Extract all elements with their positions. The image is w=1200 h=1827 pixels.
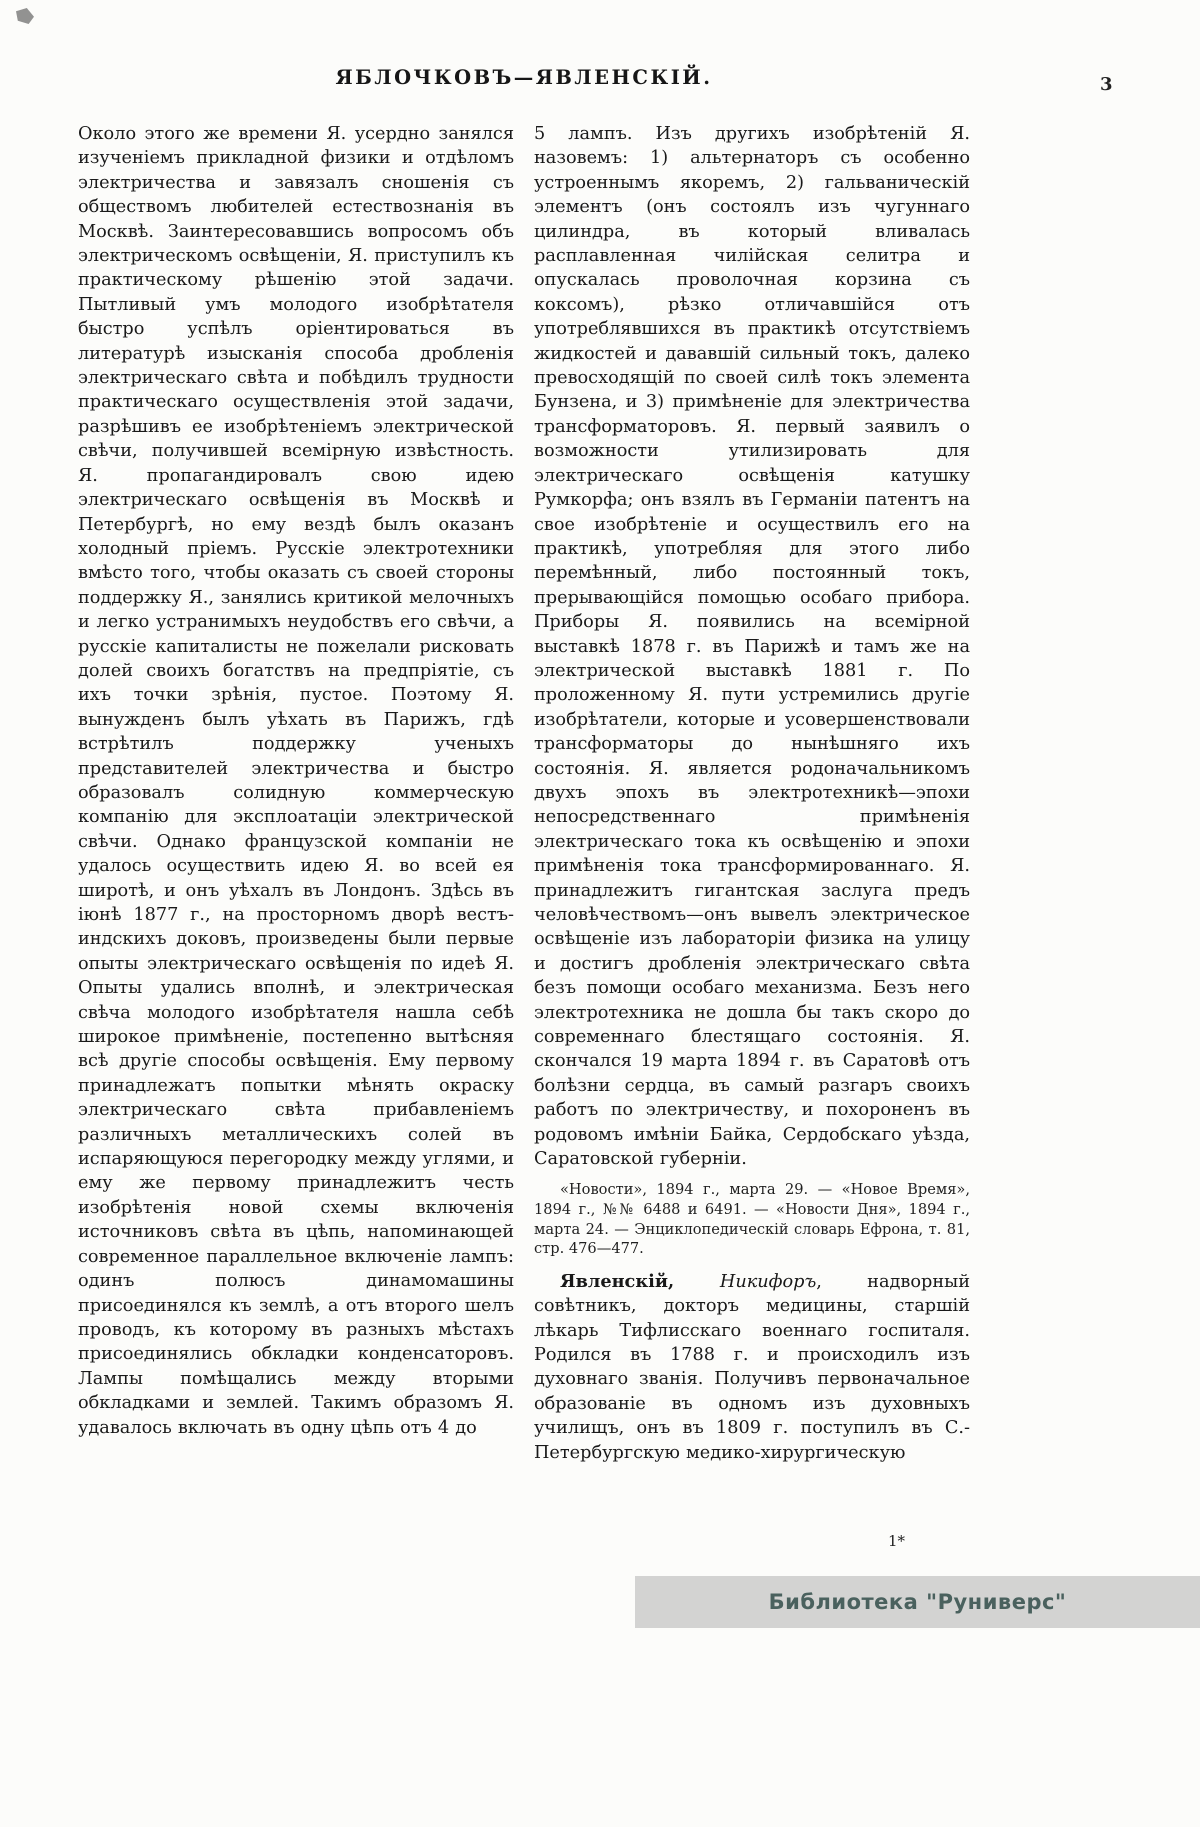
page-content (78, 66, 970, 1465)
article-yablochkov-continuation: Около этого же времени Я. усердно занялся изученіемъ прикладной физики и отдѣломъ электричества и завязалъ сношенія съ обществомъ любителей естествознанія въ Москвѣ. Заинтересовавшись вопросомъ объ электрическомъ освѣщеніи, Я. приступилъ къ практическому рѣшенію этой задачи. Пытливый умъ молодого изобрѣтателя быстро успѣлъ оріентироваться въ литературѣ изысканія способа дробленія электрическаго свѣта и побѣдилъ трудности практическаго осуществленія этой задачи, разрѣшивъ ее изобрѣтеніемъ электрической свѣчи, получившей всемірную извѣстность. Я. пропагандировалъ свою идею электрическаго освѣщенія въ Москвѣ и Петербургѣ, но ему вездѣ былъ оказанъ холодный пріемъ. Русскіе электротехники вмѣсто того, чтобы оказать съ своей стороны поддержку Я., занялись критикой мелочныхъ и легко устранимыхъ неудобствъ его свѣчи, а русскіе капиталисты не пожелали рисковать долей своихъ богатствъ на предпріятіе, съ ихъ точки зрѣнія, пустое. Поэтому Я. вынужденъ былъ уѣхать въ Парижъ, гдѣ встрѣтилъ поддержку ученыхъ представителей электричества и быстро образовалъ солидную коммерческую компанію для эксплоатаціи электрической свѣчи. Однако французской компаніи не удалось осуществить идею Я. во всей ея широтѣ, и онъ уѣхалъ въ Лондонъ. Здѣсь въ іюнѣ 1877 г., на просторномъ дворѣ вестъ-индскихъ доковъ, произведены были первые опыты электрическаго освѣщенія по идеѣ Я. Опыты удались вполнѣ, и электрическая свѣча молодого изобрѣтателя нашла себѣ широкое примѣненіе, постепенно вытѣсняя всѣ другіе способы освѣщенія. Ему первому принадлежатъ попытки мѣнять окраску электрическаго свѣта прибавленіемъ различныхъ металлическихъ солей въ испаряющуюся перегородку между углями, и ему же первому принадлежитъ честь изобрѣтенія новой схемы включенія источниковъ свѣта въ цѣпь, напоминающей современное параллельное включеніе лампъ: одинъ полюсъ динамомашины присоединялся къ землѣ, а отъ второго шелъ проводъ, къ которому въ разныхъ мѣстахъ присоединялись обкладки конденсаторовъ. Лампы помѣщались между вторыми обкладками и землей. Такимъ образомъ Я. удавалось включать въ одну цѣпь отъ 4 до (78, 124, 514, 1438)
article-yavlensky (534, 1270, 970, 1465)
library-watermark-bar (635, 1576, 1200, 1628)
entry-headword: Явленскій, (560, 1270, 720, 1292)
scan-artifact (16, 8, 34, 24)
entry-body-text: , надворный совѣтникъ, докторъ медицины, старшій лѣкарь Тифлисскаго военнаго госпиталя. Родился въ 1788 г. и происходилъ изъ духовнаго званія. Получивъ первоначальное образованіе въ одномъ изъ духовныхъ училищъ, онъ въ 1809 г. поступилъ въ С.-Петербургскую медико-хирургическую (534, 1271, 970, 1463)
left-column (78, 122, 514, 1465)
article-yablochkov-end: 5 лампъ. Изъ другихъ изобрѣтеній Я. назовемъ: 1) альтернаторъ съ особенно устроеннымъ якоремъ, 2) гальваническій элементъ (онъ состоялъ изъ чугуннаго цилиндра, въ который вливалась расплавленная чилійская селитра и опускалась проволочная корзина съ коксомъ), рѣзко отличавшійся отъ употреблявшихся въ практикѣ отсутствіемъ жидкостей и дававшій сильный токъ, далеко превосходящій по своей силѣ токъ элемента Бунзена, и 3) примѣненіе для электричества трансформаторовъ. Я. первый заявилъ о возможности утилизировать для электрическаго освѣщенія катушку Румкорфа; онъ взялъ въ Германіи патентъ на свое изобрѣтеніе и осуществилъ его на практикѣ, употребляя для этого либо перемѣнный, либо постоянный токъ, прерывающійся помощью особаго прибора. Приборы Я. появились на всемірной выставкѣ 1878 г. въ Парижѣ и тамъ же на электрической выставкѣ 1881 г. По проложенному Я. пути устремились другіе изобрѣтатели, которые и усовершенствовали трансформаторы до нынѣшняго ихъ состоянія. Я. является родоначальникомъ двухъ эпохъ въ электротехникѣ—эпохи непосредственнаго примѣненія электрическаго тока къ освѣщенію и эпохи примѣненія тока трансформированнаго. Я. принадлежитъ гигантская заслуга предъ человѣчествомъ—онъ вывелъ электрическое освѣщеніе изъ лабораторіи физика на улицу и достигъ дробленія электрическаго свѣта безъ помощи особаго механизма. Безъ него электротехника не дошла бы такъ скоро до современнаго блестящаго состоянія. Я. скончался 19 марта 1894 г. въ Саратовѣ отъ болѣзни сердца, въ самый разгаръ своихъ работъ по электричеству, и похороненъ въ родовомъ имѣніи Байка, Сердобскаго уѣзда, Саратовской губерніи. (534, 124, 970, 1170)
page-number: 3 (1100, 74, 1113, 95)
article-bibliography: «Новости», 1894 г., марта 29. — «Новое Время», 1894 г., №№ 6488 и 6491. — «Новости Дня», 1894 г., марта 24. — Энциклопедическій словарь Ефрона, т. 81, стр. 476—477. (534, 1181, 970, 1258)
running-title: ЯБЛОЧКОВЪ—ЯВЛЕНСКІЙ. (335, 66, 713, 89)
library-watermark-text: Библиотека "Руниверс" (768, 1590, 1067, 1614)
page-header (78, 66, 970, 100)
right-column (534, 122, 970, 1465)
text-columns (78, 122, 970, 1465)
signature-mark: 1* (888, 1532, 906, 1550)
entry-person-name: Никифоръ (719, 1271, 817, 1292)
